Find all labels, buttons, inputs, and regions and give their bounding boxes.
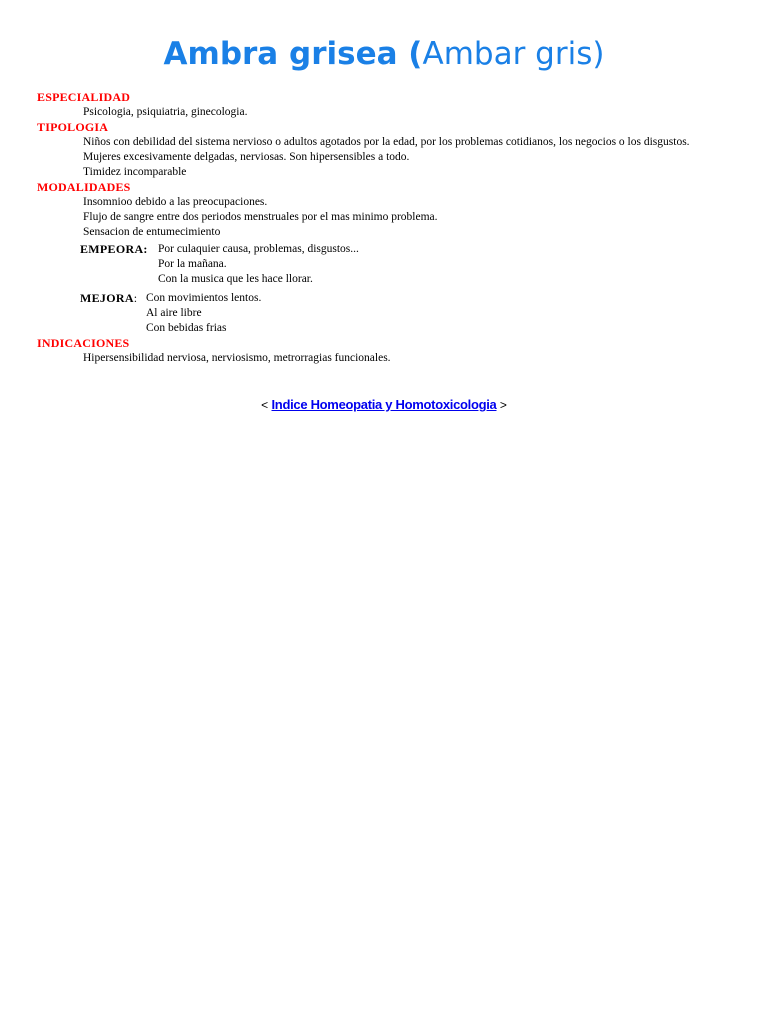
mejora-line: Con movimientos lentos. [146,292,262,304]
mejora-label-text: MEJORA [80,291,134,305]
remedy-content [37,90,717,366]
empeora-label: EMPEORA: [80,242,148,256]
footer-right-bracket: > [496,398,507,412]
tipologia-item: Mujeres excesivamente delgadas, nerviosas. Son hipersensibles a todo. [83,151,410,163]
tipologia-item: Timidez incomparable [83,166,187,178]
mejora-label [80,291,137,306]
empeora-line: Por culaquier causa, problemas, disgustos... [158,243,359,255]
mejora-label-colon: : [133,291,138,305]
empeora-line: Por la mañana. [158,258,227,270]
title-latin-name: Ambra grisea ( [163,36,423,72]
heading-tipologia: TIPOLOGIA [37,120,109,134]
heading-indicaciones: INDICACIONES [37,336,130,350]
indicaciones-item: Hipersensibilidad nerviosa, nerviosismo, metrorragias funcionales. [83,352,391,364]
heading-especialidad: ESPECIALIDAD [37,90,131,104]
tipologia-item: Niños con debilidad del sistema nervioso o adultos agotados por la edad, por los problemas cotidianos, los negocios o los disgustos. [83,136,690,148]
empeora-block [37,242,717,287]
mejora-line: Al aire libre [146,307,202,319]
especialidad-item: Psicologia, psiquiatria, ginecologia. [83,106,248,118]
title-common-name: Ambar gris) [422,36,605,72]
modalidades-item: Flujo de sangre entre dos periodos menstruales por el mas minimo problema. [83,211,438,223]
modalidades-item: Sensacion de entumecimiento [83,226,221,238]
modalidades-item: Insomnioo debido a las preocupaciones. [83,196,268,208]
page-title [0,34,768,74]
mejora-block [37,291,717,336]
heading-modalidades: MODALIDADES [37,180,131,194]
index-link[interactable]: Indice Homeopatia y Homotoxicologia [271,397,497,412]
footer-left-bracket: < [261,398,272,412]
mejora-line: Con bebidas frias [146,322,227,334]
footer-nav [0,397,768,413]
empeora-line: Con la musica que les hace llorar. [158,273,313,285]
